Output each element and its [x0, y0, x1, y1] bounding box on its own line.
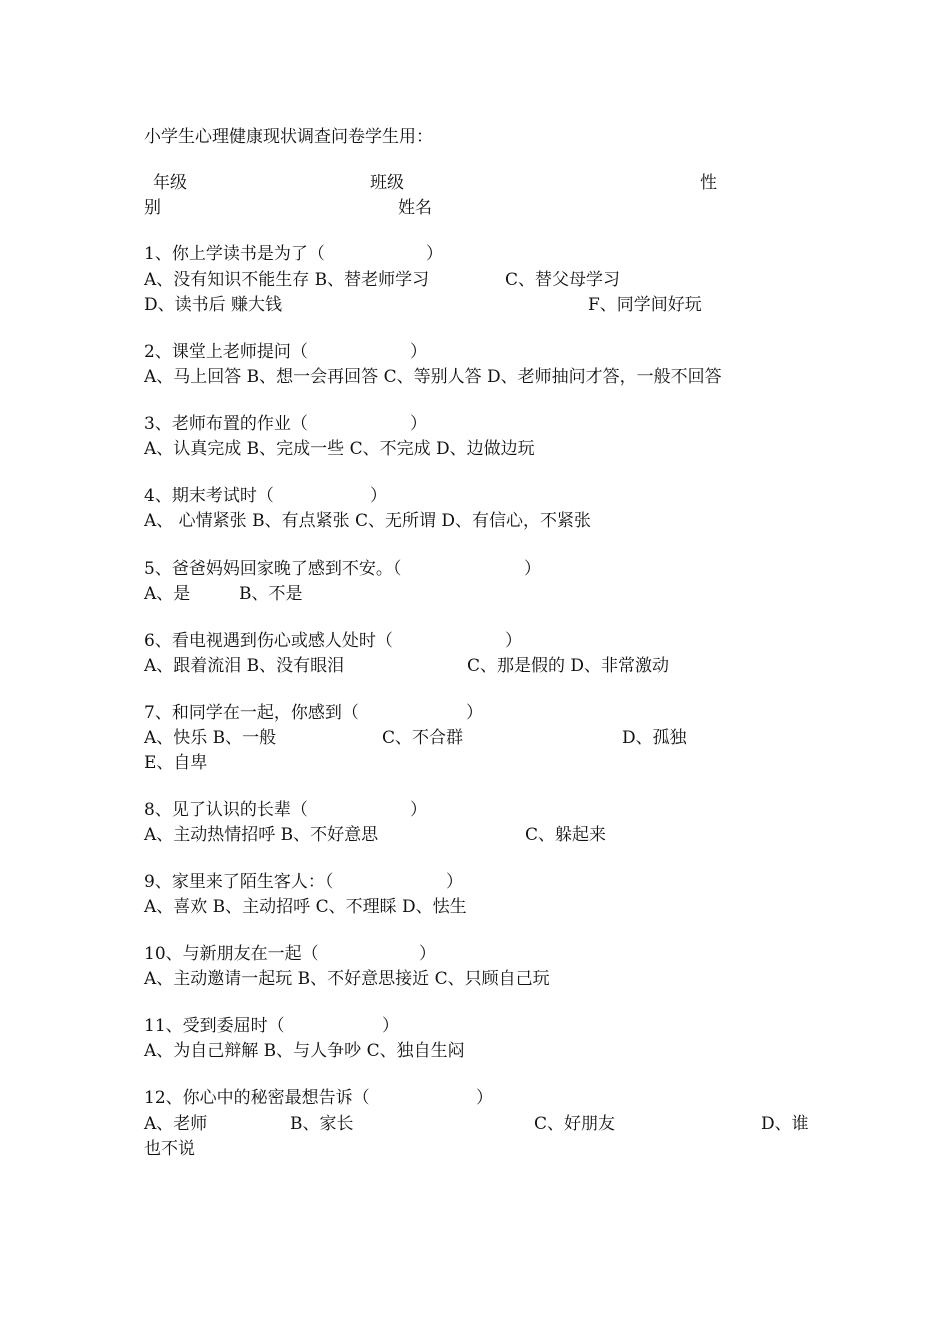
q3-close: ） [410, 414, 427, 434]
q11-stem: 11、受到委屈时（ [144, 1016, 285, 1036]
q2-options: A、马上回答 B、想一会再回答 C、等别人答 D、老师抽问才答，一般不回答 [144, 367, 722, 387]
q1-option-d: D、读书后 赚大钱 [144, 295, 283, 315]
field-gender-part2: 别 [144, 198, 161, 218]
q7-option-c: C、不合群 [382, 728, 464, 748]
q8-option-ab: A、主动热情招呼 B、不好意思 [144, 825, 379, 845]
q7-option-e: E、自卑 [144, 753, 208, 773]
field-grade: 年级 [153, 173, 187, 193]
q12-option-c: C、好朋友 [534, 1114, 616, 1134]
q7-option-ab: A、快乐 B、一般 [144, 728, 277, 748]
q12-option-b: B、家长 [290, 1114, 354, 1134]
q9-stem: 9、家里来了陌生客人：（ [144, 872, 334, 892]
q1-stem: 1、你上学读书是为了（ [144, 244, 325, 264]
q5-stem: 5、爸爸妈妈回家晚了感到不安。（ [144, 559, 402, 579]
field-class: 班级 [370, 173, 404, 193]
q9-options: A、喜欢 B、主动招呼 C、不理睬 D、怯生 [144, 897, 467, 917]
q7-close: ） [466, 703, 483, 723]
q12-close: ） [476, 1088, 493, 1108]
q11-options: A、为自己辩解 B、与人争吵 C、独自生闷 [144, 1041, 465, 1061]
q6-close: ） [505, 631, 522, 651]
q5-close: ） [524, 559, 541, 579]
page-title: 小学生心理健康现状调查问卷学生用： [144, 127, 433, 147]
q5-option-a: A、是 [144, 584, 191, 604]
q6-stem: 6、看电视遇到伤心或感人处时（ [144, 631, 393, 651]
q6-option-cd: C、那是假的 D、非常激动 [467, 656, 670, 676]
q6-option-ab: A、跟着流泪 B、没有眼泪 [144, 656, 345, 676]
q12-option-d-part1: D、谁 [761, 1114, 809, 1134]
q10-stem: 10、与新朋友在一起（ [144, 944, 319, 964]
q2-close: ） [410, 342, 427, 362]
q10-options: A、主动邀请一起玩 B、不好意思接近 C、只顾自己玩 [144, 969, 550, 989]
q1-option-ab: A、没有知识不能生存 B、替老师学习 [144, 270, 430, 290]
q1-option-f: F、同学间好玩 [588, 295, 702, 315]
q7-stem: 7、和同学在一起，你感到（ [144, 703, 359, 723]
q11-close: ） [382, 1016, 399, 1036]
q7-option-d: D、孤独 [622, 728, 687, 748]
q12-option-d-part2: 也不说 [144, 1139, 195, 1159]
q9-close: ） [446, 872, 463, 892]
q4-close: ） [370, 486, 387, 506]
q12-stem: 12、你心中的秘密最想告诉（ [144, 1088, 370, 1108]
q5-option-b: B、不是 [239, 584, 303, 604]
q8-close: ） [410, 800, 427, 820]
field-name: 姓名 [398, 198, 432, 218]
q1-close: ） [426, 244, 443, 264]
q10-close: ） [419, 944, 436, 964]
q8-stem: 8、见了认识的长辈（ [144, 800, 308, 820]
q12-option-a: A、老师 [144, 1114, 208, 1134]
q8-option-c: C、躲起来 [525, 825, 607, 845]
q1-option-c: C、替父母学习 [505, 270, 621, 290]
q4-options: A、 心情紧张 B、有点紧张 C、无所谓 D、有信心，不紧张 [144, 511, 592, 531]
field-gender-part1: 性 [700, 173, 717, 193]
q4-stem: 4、期末考试时（ [144, 486, 274, 506]
q2-stem: 2、课堂上老师提问（ [144, 342, 308, 362]
q3-stem: 3、老师布置的作业（ [144, 414, 308, 434]
q3-options: A、认真完成 B、完成一些 C、不完成 D、边做边玩 [144, 439, 535, 459]
